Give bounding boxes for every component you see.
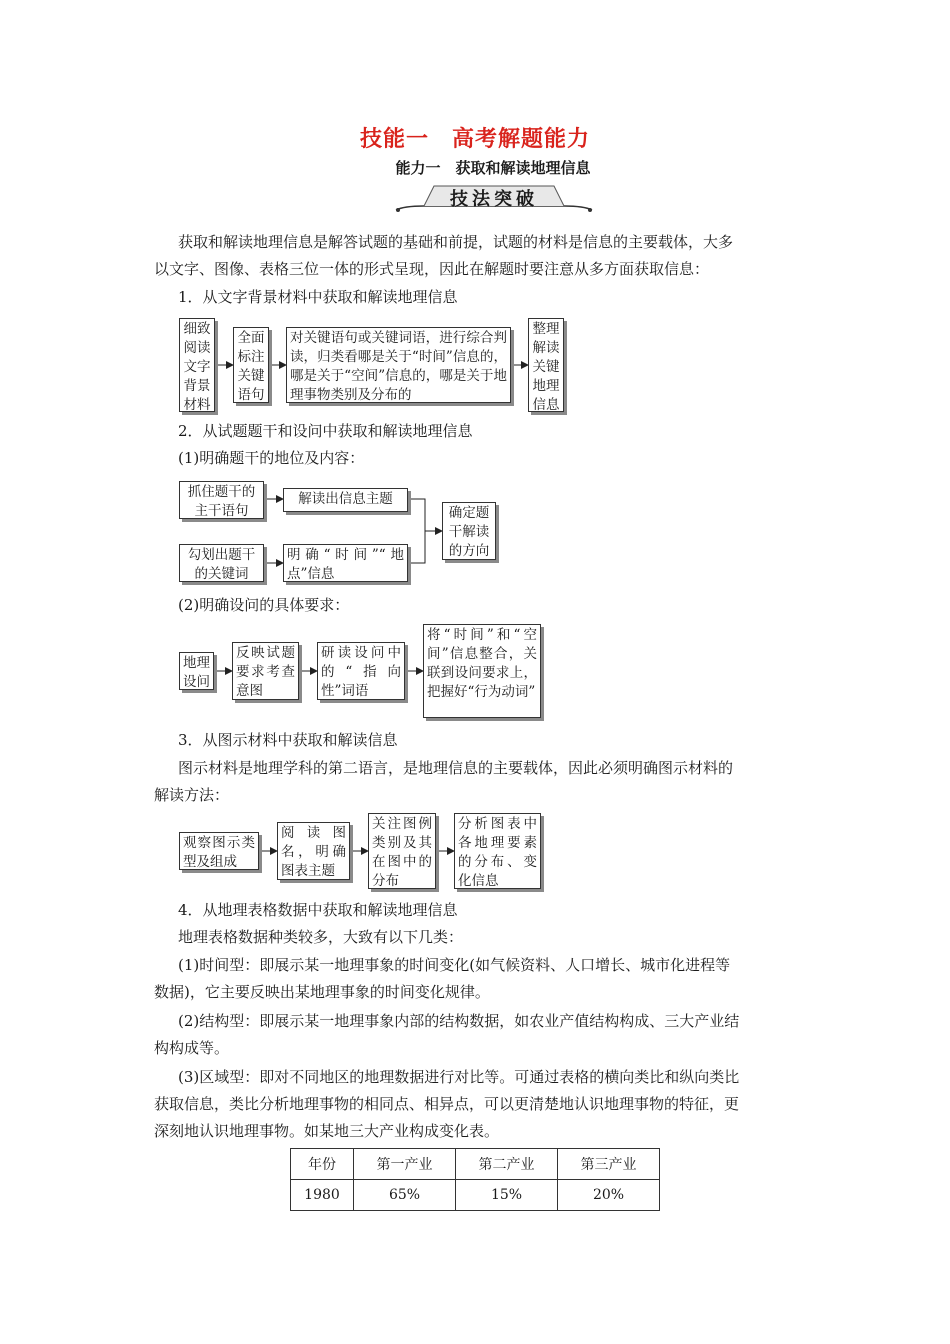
table-header-cell: 第三产业 (558, 1149, 660, 1180)
flow3-step-intent: 反映试题要求考查意图 (232, 642, 299, 700)
item-1-line-1: (1)时间型：即展示某一地理事象的时间变化(如气候资料、人口增长、城市化进程等 (178, 956, 731, 974)
item-1-line-2: 数据)，它主要反映出某地理事象的时间变化规律。 (154, 983, 490, 1001)
section-1-heading: 1．从文字背景材料中获取和解读地理信息 (178, 288, 458, 306)
intro-line-2: 以文字、图像、表格三位一体的形式呈现，因此在解题时要注意从多方面获取信息： (154, 260, 710, 278)
flow2-step-keywords: 勾划出题干的关键词 (179, 544, 264, 582)
flow2-step-grasp: 抓住题干的主干语句 (179, 481, 264, 519)
section-3-heading: 3．从图示材料中获取和解读信息 (178, 731, 398, 749)
flow4-step-analyze: 分析图表中各地理要素的分布、变化信息 (454, 813, 541, 889)
table-cell: 65% (354, 1180, 456, 1211)
flow2-step-time-place: 明确“时间”“地点”信息 (283, 544, 408, 582)
table-header-cell: 年份 (291, 1149, 354, 1180)
flow3-step-question: 地理设问 (179, 652, 214, 690)
flow2-step-direction: 确定题干解读的方向 (442, 502, 496, 560)
section-3-para-1: 图示材料是地理学科的第二语言，是地理信息的主要载体，因此必须明确图示材料的 (178, 759, 734, 777)
table-header-cell: 第二产业 (456, 1149, 558, 1180)
banner-label: 技法突破 (450, 189, 538, 210)
flow1-step-judge: 对关键语句或关键词语，进行综合判读，归类看哪是关于“时间”信息的，哪是关于“空间”信息的，哪是关于地理事物类别及分布的 (286, 327, 511, 403)
section-3-para-2: 解读方法： (154, 786, 230, 804)
item-2-line-1: (2)结构型：即展示某一地理事象内部的结构数据，如农业产值结构构成、三大产业结 (178, 1012, 740, 1030)
table-cell: 1980 (291, 1180, 354, 1211)
item-3-line-3: 深刻地认识地理事物。如某地三大产业构成变化表。 (154, 1122, 500, 1140)
item-3-line-1: (3)区域型：即对不同地区的地理数据进行对比等。可通过表格的横向类比和纵向类比 (178, 1068, 740, 1086)
table-header-row (291, 1149, 660, 1180)
table-cell: 15% (456, 1180, 558, 1211)
flow4-step-legend: 关注图例类别及其在图中的分布 (368, 813, 436, 889)
item-3-line-2: 获取信息，类比分析地理事物的相同点、相异点，可以更清楚地认识地理事物的特征，更 (154, 1095, 740, 1113)
table-cell: 20% (558, 1180, 660, 1211)
page-title: 技能一 高考解题能力 (359, 127, 590, 152)
section-4-heading: 4．从地理表格数据中获取和解读地理信息 (178, 901, 458, 919)
section-2-sub2: (2)明确设问的具体要求： (178, 596, 350, 614)
section-2-sub1: (1)明确题干的地位及内容： (178, 449, 365, 467)
flow4-step-title: 阅读图名，明确图表主题 (277, 822, 350, 880)
section-subtitle: 能力一 获取和解读地理信息 (395, 159, 591, 177)
flow1-step-mark: 全面标注关键语句 (233, 327, 269, 403)
flow3-step-directional: 研读设问中的“指向性”词语 (317, 642, 405, 700)
item-2-line-2: 构构成等。 (154, 1039, 230, 1057)
flow2-step-theme: 解读出信息主题 (283, 488, 408, 512)
table-row (291, 1180, 660, 1211)
flow1-step-read: 细致阅读文字背景材料 (179, 318, 215, 412)
flow4-step-observe: 观察图示类型及组成 (179, 832, 259, 870)
flow3-step-integrate: 将“时间”和“空间”信息整合，关联到设问要求上，把握好“行为动词” (423, 624, 541, 718)
intro-line-1: 获取和解读地理信息是解答试题的基础和前提，试题的材料是信息的主要载体，大多 (178, 233, 734, 251)
flow1-step-organize: 整理解读关键地理信息 (528, 318, 564, 412)
industry-structure-table (290, 1148, 660, 1211)
section-4-lead: 地理表格数据种类较多，大致有以下几类： (178, 928, 464, 946)
section-2-heading: 2．从试题题干和设问中获取和解读地理信息 (178, 422, 473, 440)
table-header-cell: 第一产业 (354, 1149, 456, 1180)
